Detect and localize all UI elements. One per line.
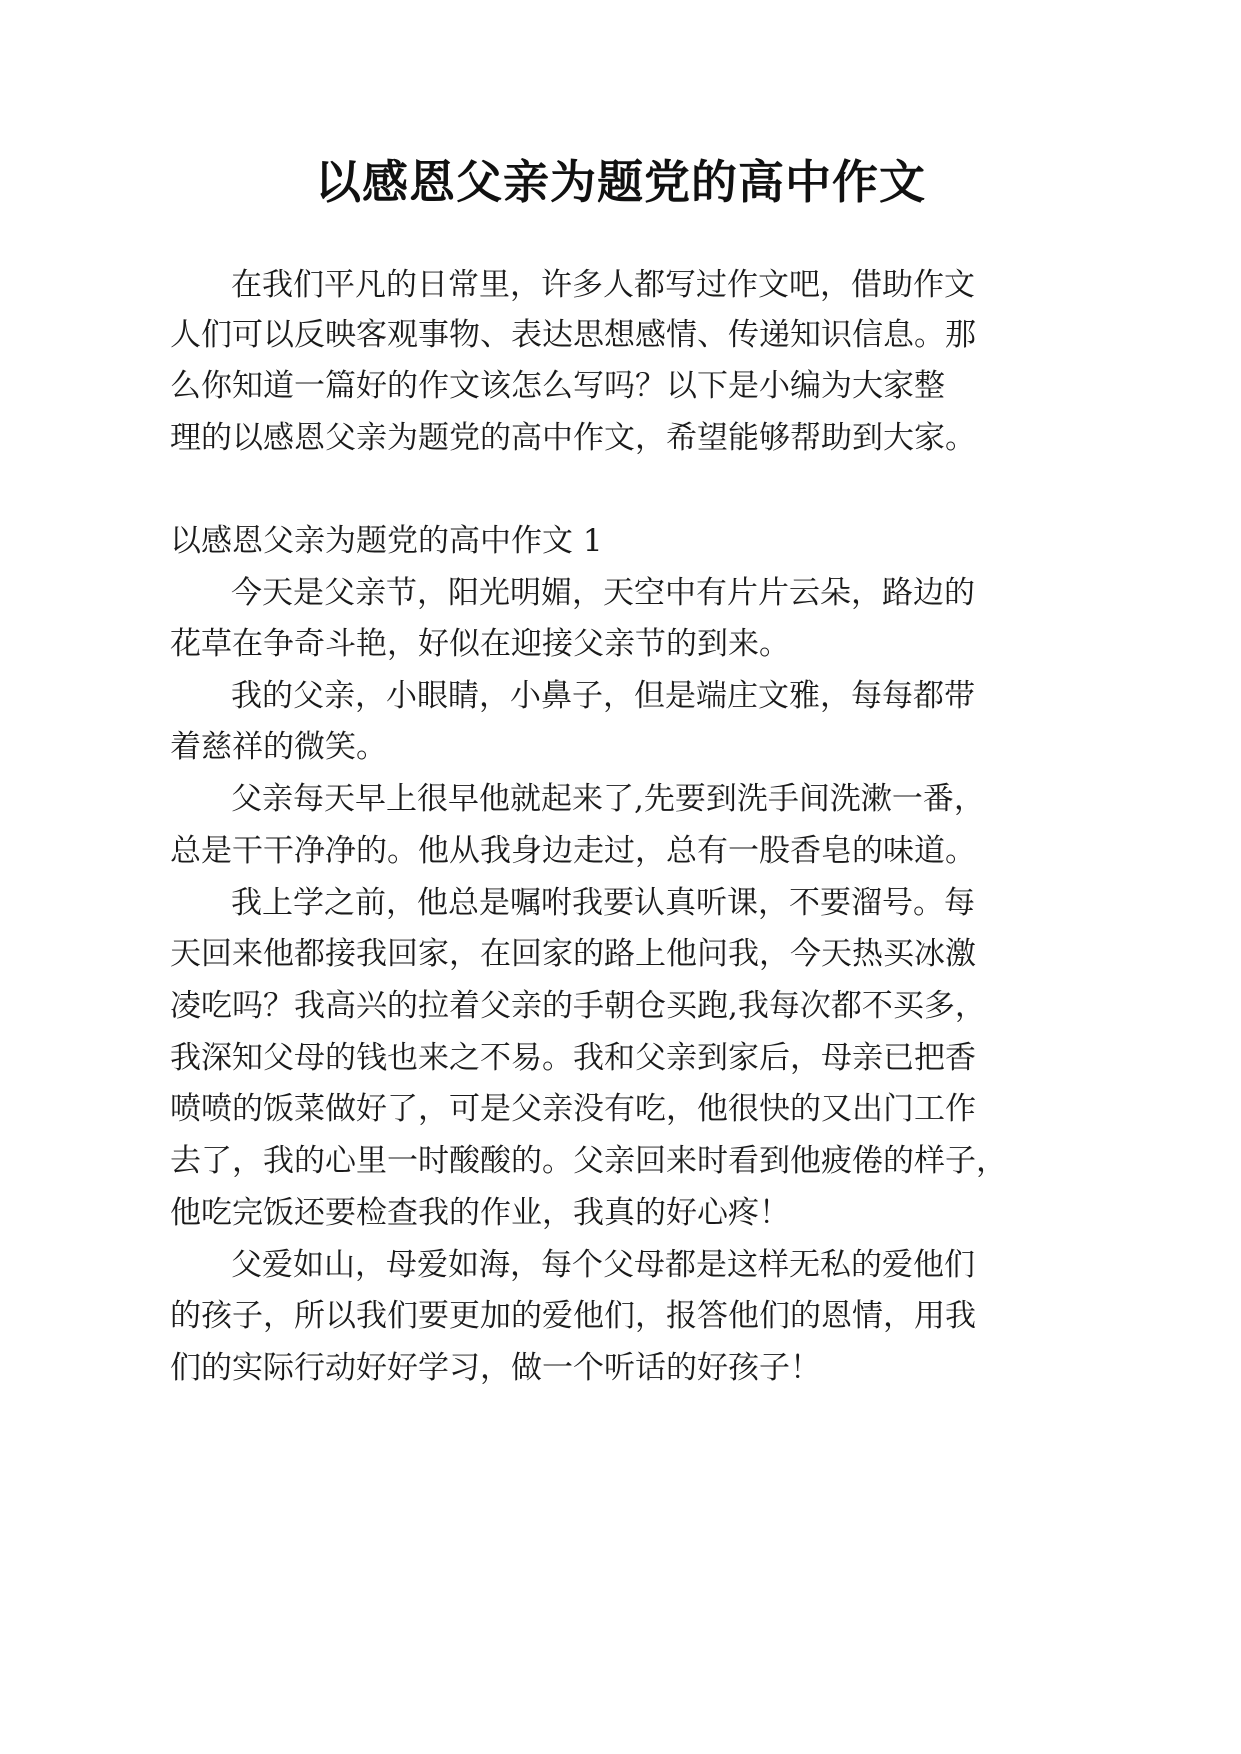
- essay-line: 们的实际行动好好学习，做一个听话的好孩子！: [170, 1350, 821, 1386]
- essay-line: 的孩子，所以我们要更加的爱他们，报答他们的恩情，用我: [170, 1298, 976, 1334]
- essay-line: 今天是父亲节，阳光明媚，天空中有片片云朵，路边的: [231, 575, 975, 611]
- essay-line: 凌吃吗？我高兴的拉着父亲的手朝仓买跑,我每次都不买多，: [170, 988, 986, 1024]
- intro-line: 理的以感恩父亲为题党的高中作文，希望能够帮助到大家。: [170, 420, 976, 456]
- essay-line: 父亲每天早上很早他就起来了,先要到洗手间洗漱一番，: [231, 781, 985, 817]
- essay-line: 父爱如山，母爱如海，每个父母都是这样无私的爱他们: [231, 1247, 975, 1283]
- essay-line: 喷喷的饭菜做好了，可是父亲没有吃，他很快的又出门工作: [170, 1091, 976, 1127]
- essay-line: 着慈祥的微笑。: [170, 729, 387, 765]
- intro-line: 在我们平凡的日常里，许多人都写过作文吧，借助作文: [231, 267, 975, 303]
- essay-line: 我深知父母的钱也来之不易。我和父亲到家后，母亲已把香: [170, 1040, 976, 1076]
- essay-line: 他吃完饭还要检查我的作业，我真的好心疼！: [170, 1195, 790, 1231]
- essay-line: 天回来他都接我回家，在回家的路上他问我，今天热买冰激: [170, 936, 976, 972]
- essay-line: 我上学之前，他总是嘱咐我要认真听课，不要溜号。每: [231, 885, 975, 921]
- essay-line: 总是干干净净的。他从我身边走过，总有一股香皂的味道。: [170, 833, 976, 869]
- intro-line: 人们可以反映客观事物、表达思想感情、传递知识信息。那: [170, 317, 976, 353]
- intro-line: 么你知道一篇好的作文该怎么写吗？以下是小编为大家整: [170, 368, 945, 404]
- document-title: 以感恩父亲为题党的高中作文: [315, 155, 926, 209]
- essay-line: 我的父亲，小眼睛，小鼻子，但是端庄文雅，每每都带: [231, 678, 975, 714]
- essay-line: 去了，我的心里一时酸酸的。父亲回来时看到他疲倦的样子，: [170, 1143, 1007, 1179]
- essay-line: 花草在争奇斗艳，好似在迎接父亲节的到来。: [170, 626, 790, 662]
- section-heading: 以感恩父亲为题党的高中作文 1: [170, 523, 603, 559]
